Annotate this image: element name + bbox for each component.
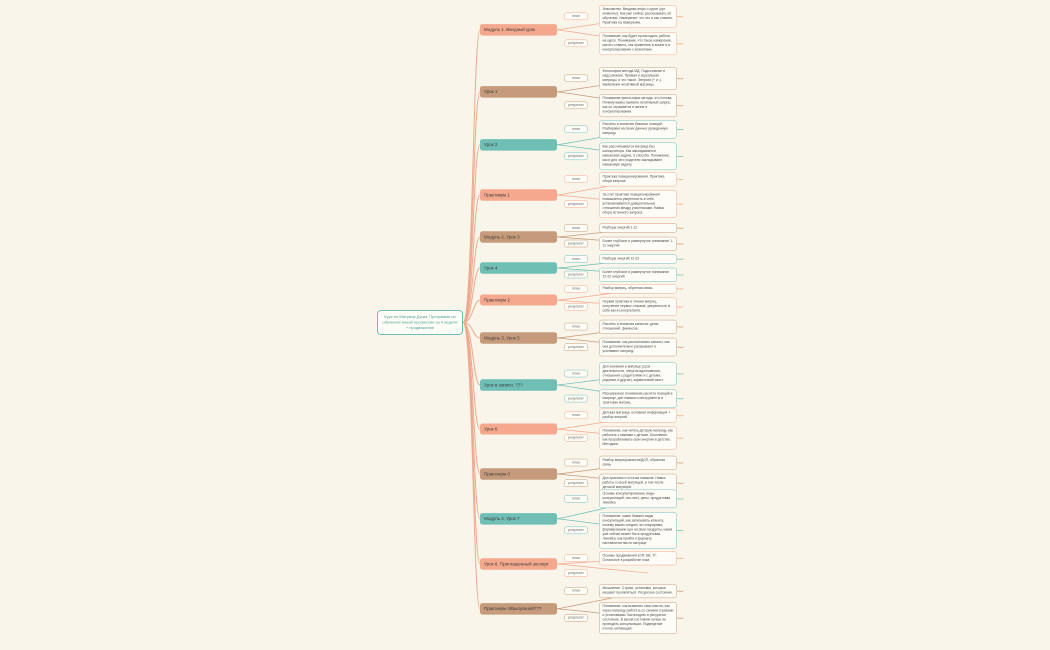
branch-subnodes — [564, 456, 677, 492]
result-row — [564, 94, 677, 117]
plan-tag[interactable]: план — [564, 495, 588, 503]
result-text-node[interactable]: Первая практика в чтении матриц, получение первых отзывов, уверенность в себе как в консультанте. — [599, 298, 677, 316]
branch-row — [480, 409, 677, 450]
plan-tag[interactable]: план — [564, 323, 588, 331]
result-tag[interactable]: результат — [564, 343, 588, 351]
plan-text-node[interactable]: Знакомство. Вводная инфо о курсе (орг моменты). Как уже сейчас рассказывать об обучении. Намерение: что это и как ставить. Практика на намерение. — [599, 5, 677, 28]
branch-node[interactable]: Практикум 4/Выпускной??? — [480, 603, 557, 614]
branch-node[interactable]: Модуль 3. Урок 5 — [480, 332, 557, 343]
result-row — [564, 389, 677, 407]
result-row — [564, 190, 677, 217]
branch-node[interactable]: Модуль 2. Урок 3 — [480, 231, 557, 242]
branch-subnodes — [564, 5, 677, 55]
branch-row — [480, 172, 677, 217]
plan-text-node[interactable]: Доп значения в матрице (срок деятельности, энергия вдохновения, отношения с родителями и с детьми, родовые и другие), кармический хвост — [599, 362, 677, 385]
result-text-node[interactable]: Понимание философии метода, это основа. Почему важно выявить негативный запрос, как он отражается в жизни и консультировании. — [599, 94, 677, 117]
branch-row — [480, 490, 677, 549]
branch-subnodes — [564, 490, 677, 549]
plan-tag[interactable]: план — [564, 285, 588, 293]
plan-tag[interactable]: план — [564, 13, 588, 21]
central-topic-node[interactable]: Курс по Матрице Души. Программа по обучению новой профессии за 4 недели + продвижение — [377, 310, 463, 335]
branch-node[interactable]: Урок 1 — [480, 86, 557, 97]
plan-row — [564, 223, 677, 232]
branch-subnodes — [564, 172, 677, 217]
branch-subnodes — [564, 551, 677, 576]
plan-row — [564, 67, 677, 90]
result-tag[interactable]: результат — [564, 569, 588, 577]
plan-text-node[interactable]: Расчеты и значения базовых позиций. Разбираем на своих данных урожденную матрицу. — [599, 120, 677, 138]
result-tag[interactable]: результат — [564, 240, 588, 248]
plan-tag[interactable]: план — [564, 370, 588, 378]
result-row — [564, 237, 677, 251]
plan-row — [564, 5, 677, 28]
plan-row — [564, 320, 677, 334]
plan-tag[interactable]: план — [564, 412, 588, 420]
plan-row — [564, 584, 677, 598]
result-tag[interactable]: результат — [564, 395, 588, 403]
result-tag[interactable]: результат — [564, 614, 588, 622]
plan-row — [564, 409, 677, 423]
branch-row — [480, 5, 677, 55]
plan-row — [564, 456, 677, 470]
branch-row — [480, 320, 677, 356]
plan-row — [564, 490, 677, 508]
branch-row — [480, 551, 677, 576]
result-row — [564, 268, 677, 282]
result-text-node[interactable]: Расширенное понимание расчета позиций в матрице, доп навыки и инструменты в трактовке матриц — [599, 389, 677, 407]
branch-node[interactable]: Практикум 3 — [480, 468, 557, 479]
branch-row — [480, 223, 677, 250]
branch-row — [480, 254, 677, 281]
result-tag[interactable]: результат — [564, 200, 588, 208]
branch-row — [480, 456, 677, 492]
branch-node[interactable]: Практикум 2 — [480, 294, 557, 305]
plan-text-node[interactable]: Практика позиционирования. Практика сбора запроса. — [599, 172, 677, 186]
result-tag[interactable]: результат — [564, 479, 588, 487]
result-row — [564, 338, 677, 356]
result-tag[interactable]: результат — [564, 102, 588, 110]
result-tag[interactable]: результат — [564, 271, 588, 279]
result-tag[interactable]: результат — [564, 40, 588, 48]
result-tag[interactable]: результат — [564, 526, 588, 534]
result-text-node[interactable]: Понимание, как выявлять свои мысли, как через матрицу работать со своими страхами и установками. Как входить в ресурсное состояние. В каком состоянии лучше не проводить консультации. Подведение итогов, мотивация. — [599, 602, 677, 634]
plan-row — [564, 120, 677, 138]
plan-row — [564, 172, 677, 186]
result-text-node[interactable]: Доп практика и отточка навыков. Навык работы со всей матрицей, в том числе детской матрицей. — [599, 474, 677, 492]
result-text-node[interactable]: Как рассчитывается матрица без калькулятора. Как закладывается навыковая задача, 3 способа. Понимание, как и для чего родители закладывают навыковую задачу. — [599, 143, 677, 170]
branch-subnodes — [564, 67, 677, 117]
plan-tag[interactable]: план — [564, 587, 588, 595]
result-row — [564, 32, 677, 55]
result-row — [564, 143, 677, 170]
branch-row — [480, 120, 677, 170]
result-row — [564, 602, 677, 634]
result-text-node[interactable]: Понимание, как читать детскую матрицу, как работать с мамами с детьми. Осознание, как прорабатывать свои энергии в детстве. Методики. — [599, 427, 677, 450]
result-row — [564, 427, 677, 450]
branch-subnodes — [564, 584, 677, 634]
plan-row — [564, 254, 677, 263]
plan-tag[interactable]: план — [564, 224, 588, 232]
result-text-node[interactable]: Понимание, как будет происходить работа на курсе. Понимание, что такое намерение, как его ставить, как применять в жизни и в консультировании с клиентами. — [599, 32, 677, 55]
branch-node[interactable]: Модуль 1. Вводный урок — [480, 24, 557, 35]
branch-subnodes — [564, 284, 677, 316]
branch-subnodes — [564, 223, 677, 250]
plan-row — [564, 284, 677, 293]
plan-tag[interactable]: план — [564, 555, 588, 563]
plan-text-node[interactable]: Разбор матриц/каналов/ДОП, обратная связь — [599, 456, 677, 470]
result-row — [564, 569, 677, 577]
result-row — [564, 298, 677, 316]
branch-node[interactable]: Урок 2 — [480, 139, 557, 150]
plan-text-node[interactable]: Разбор матриц, обратная связь. — [599, 284, 677, 293]
branch-subnodes — [564, 320, 677, 356]
branch-row — [480, 284, 677, 316]
result-tag[interactable]: результат — [564, 152, 588, 160]
branch-subnodes — [564, 362, 677, 407]
plan-text-node[interactable]: Основы консультирования, виды консультаций, чек-лист, цены, продуктовая линейка — [599, 490, 677, 508]
plan-tag[interactable]: план — [564, 126, 588, 134]
result-row — [564, 512, 677, 548]
plan-row — [564, 551, 677, 565]
plan-row — [564, 362, 677, 385]
plan-text-node[interactable]: Разборы энергий 1-11 — [599, 223, 677, 232]
result-tag[interactable]: результат — [564, 303, 588, 311]
result-text-node[interactable]: Понимание, как рассчитывать каналы, как они дополнительно раскрывают и усиливают матрицу. — [599, 338, 677, 356]
branch-row — [480, 67, 677, 117]
branch-subnodes — [564, 254, 677, 281]
branch-subnodes — [564, 120, 677, 170]
result-text-node[interactable]: За счет практики позиционирования повышается уверенность в себе, устанавливаются доверительные отношения между участниками. Навык сбора истинного запроса. — [599, 190, 677, 217]
result-text-node[interactable]: Более глубокое и развернутое понимание 12-22 энергий — [599, 268, 677, 282]
plan-text-node[interactable]: Расчеты и значения каналов: денег, отношений, финансов — [599, 320, 677, 334]
branch-node[interactable]: Урок 4 — [480, 262, 557, 273]
branch-node[interactable]: Практикум 1 — [480, 189, 557, 200]
plan-tag[interactable]: план — [564, 176, 588, 184]
branch-subnodes — [564, 409, 677, 450]
branch-node[interactable]: Урок в записи. ??? — [480, 379, 557, 390]
plan-text-node[interactable]: Основы продвижения в ИГ, ВК, ТГ. Остальное в разработке пока — [599, 551, 677, 565]
branch-node[interactable]: Урок 6 — [480, 423, 557, 434]
result-tag[interactable]: результат — [564, 434, 588, 442]
plan-tag[interactable]: план — [564, 459, 588, 467]
plan-text-node[interactable]: Разборы энергий 12-22 — [599, 254, 677, 263]
branch-node[interactable]: Урок 8. Приглашенный эксперт — [480, 558, 557, 569]
plan-text-node[interactable]: Мышление. Страхи, установки, которые мешают проявляться. Ресурсное состояние. — [599, 584, 677, 598]
plan-tag[interactable]: план — [564, 255, 588, 263]
plan-tag[interactable]: план — [564, 75, 588, 83]
plan-text-node[interactable]: Детская матрица, основная информация + разбор энергий — [599, 409, 677, 423]
result-text-node[interactable]: Более глубокое и развернутое понимание 1-11 энергий — [599, 237, 677, 251]
branch-node[interactable]: Модуль 4. Урок 7 — [480, 513, 557, 524]
branch-row — [480, 584, 677, 634]
plan-text-node[interactable]: Философия метода МД. Подсознание и надсознание. Прямая и зеркальная матрицы, и что такое. Энергии (+ и -). Выявление негативной матрицы. — [599, 67, 677, 90]
branch-row — [480, 362, 677, 407]
result-text-node[interactable]: Понимание, какие бывают виды консультаций, как записывать клиента, почему важно следить за гонорарами, формирование цен на свои продукты, какая уже сейчас может быть продуктовая линейка, как прийти к формату наставничества по матрице — [599, 512, 677, 548]
